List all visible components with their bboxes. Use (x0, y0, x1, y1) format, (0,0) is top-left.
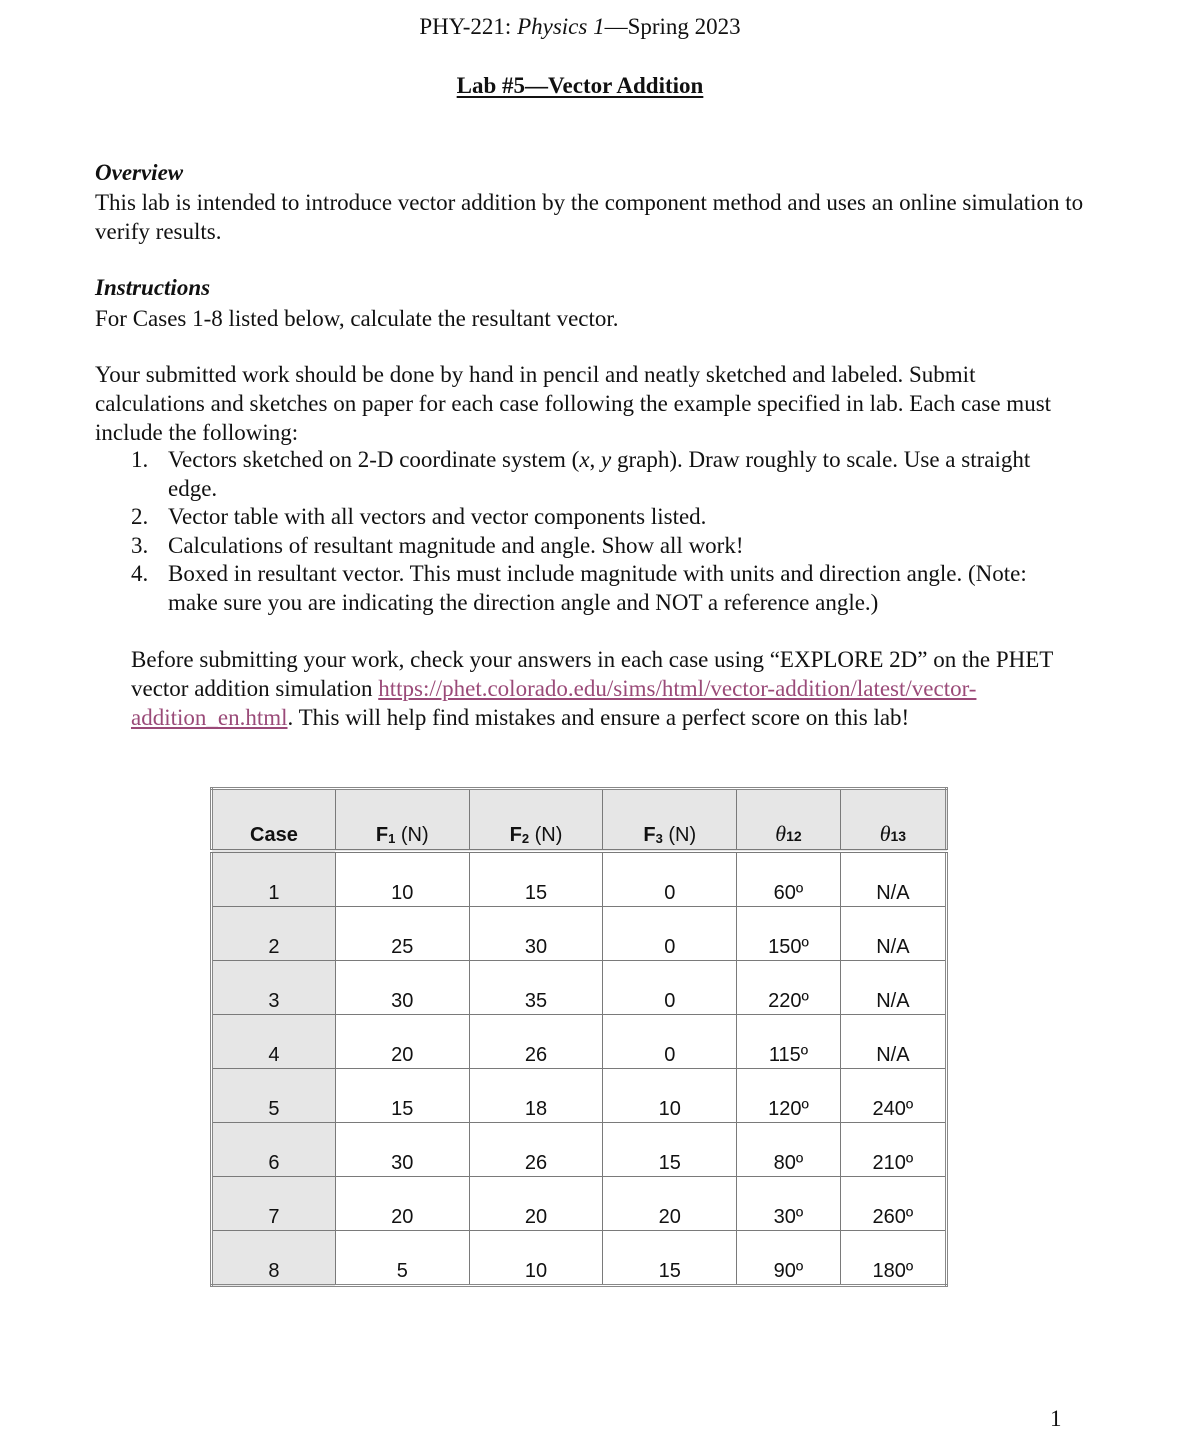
table-row (212, 961, 947, 1015)
course-term: —Spring 2023 (604, 14, 741, 39)
cell-theta13: 240º (840, 1069, 946, 1123)
list-item: 4. Boxed in resultant vector. This must include magnitude with units and direction angle. (Note: make sure you are indicating the direction angle and NOT a reference angle.) (131, 561, 1027, 615)
cell-f1: 5 (335, 1231, 469, 1286)
header-theta12: θ12 (737, 789, 841, 852)
cell-case: 5 (212, 1069, 336, 1123)
list-item: 2. Vector table with all vectors and vector components listed. (131, 504, 707, 529)
cell-theta12: 220º (737, 961, 841, 1015)
cell-f3: 0 (603, 961, 737, 1015)
cell-f1: 25 (335, 907, 469, 961)
cell-case: 8 (212, 1231, 336, 1286)
cell-case: 7 (212, 1177, 336, 1231)
table-row (212, 851, 947, 907)
cell-f3: 0 (603, 907, 737, 961)
check-paragraph: Before submitting your work, check your answers in each case using “EXPLORE 2D” on the PHET vector addition simulation https://phet.colorado.edu/sims/html/vector-addition/latest/vector-addition_en.html. This will help find mistakes and ensure a perfect score on this lab! (131, 647, 1053, 730)
cell-f1: 10 (335, 851, 469, 907)
cell-theta12: 150º (737, 907, 841, 961)
list-item: 1. Vectors sketched on 2-D coordinate system (x, y graph). Draw roughly to scale. Use a straight edge. (131, 447, 1031, 501)
cell-theta12: 90º (737, 1231, 841, 1286)
vector-cases-table (210, 787, 948, 1287)
cell-theta12: 60º (737, 851, 841, 907)
cell-f2: 20 (469, 1177, 603, 1231)
cell-case: 4 (212, 1015, 336, 1069)
lab-title: Lab #5—Vector Addition (456, 73, 704, 98)
cell-theta13: 260º (840, 1177, 946, 1231)
instructions-heading: Instructions (95, 275, 211, 300)
table-row (212, 1015, 947, 1069)
cell-f3: 0 (603, 851, 737, 907)
cell-f1: 15 (335, 1069, 469, 1123)
cell-theta13: N/A (840, 851, 946, 907)
cell-case: 3 (212, 961, 336, 1015)
cell-f3: 10 (603, 1069, 737, 1123)
table-row (212, 1177, 947, 1231)
table-row (212, 1231, 947, 1286)
cell-f2: 35 (469, 961, 603, 1015)
cell-theta13: 180º (840, 1231, 946, 1286)
list-item: 3. Calculations of resultant magnitude and angle. Show all work! (131, 532, 744, 558)
page-number: 1 (1050, 1406, 1062, 1431)
table-header-row (212, 789, 947, 852)
cell-f2: 26 (469, 1123, 603, 1177)
table-row (212, 907, 947, 961)
course-code: PHY-221: (419, 14, 512, 39)
header-f2: F2 (N) (469, 789, 603, 852)
cell-f3: 15 (603, 1123, 737, 1177)
cell-case: 2 (212, 907, 336, 961)
overview-text: This lab is intended to introduce vector addition by the component method and uses an online simulation to verify results. (95, 190, 1084, 244)
header-f1: F1 (N) (335, 789, 469, 852)
cell-theta12: 30º (737, 1177, 841, 1231)
cell-f2: 26 (469, 1015, 603, 1069)
cell-f1: 20 (335, 1015, 469, 1069)
cell-f3: 20 (603, 1177, 737, 1231)
cell-theta13: N/A (840, 1015, 946, 1069)
cell-theta12: 80º (737, 1123, 841, 1177)
cell-theta12: 115º (737, 1015, 841, 1069)
cell-theta13: N/A (840, 907, 946, 961)
header-theta13: θ13 (840, 789, 946, 852)
course-header (0, 14, 1160, 40)
table-row (212, 1069, 947, 1123)
cell-theta12: 120º (737, 1069, 841, 1123)
submission-text: Your submitted work should be done by hand in pencil and neatly sketched and labeled. Submit calculations and sketches on paper for each case following the example specified in lab. Each case must include the following: (95, 362, 1052, 445)
instructions-text: For Cases 1-8 listed below, calculate the resultant vector. (95, 306, 619, 331)
cell-f2: 10 (469, 1231, 603, 1286)
header-f3: F3 (N) (603, 789, 737, 852)
cell-theta13: 210º (840, 1123, 946, 1177)
cell-case: 6 (212, 1123, 336, 1177)
cell-case: 1 (212, 851, 336, 907)
phet-simulation-link[interactable]: https://phet.colorado.edu/sims/html/vector-addition/latest/vector-addition_en.html (131, 676, 977, 730)
course-title: Physics 1 (517, 14, 605, 39)
header-case: Case (212, 789, 336, 852)
cell-f1: 30 (335, 961, 469, 1015)
table-row (212, 1123, 947, 1177)
requirements-list (131, 446, 1081, 617)
cell-theta13: N/A (840, 961, 946, 1015)
cell-f2: 18 (469, 1069, 603, 1123)
overview-heading: Overview (95, 160, 184, 185)
cell-f3: 15 (603, 1231, 737, 1286)
cell-f1: 20 (335, 1177, 469, 1231)
cell-f2: 30 (469, 907, 603, 961)
cell-f3: 0 (603, 1015, 737, 1069)
cell-f1: 30 (335, 1123, 469, 1177)
cell-f2: 15 (469, 851, 603, 907)
